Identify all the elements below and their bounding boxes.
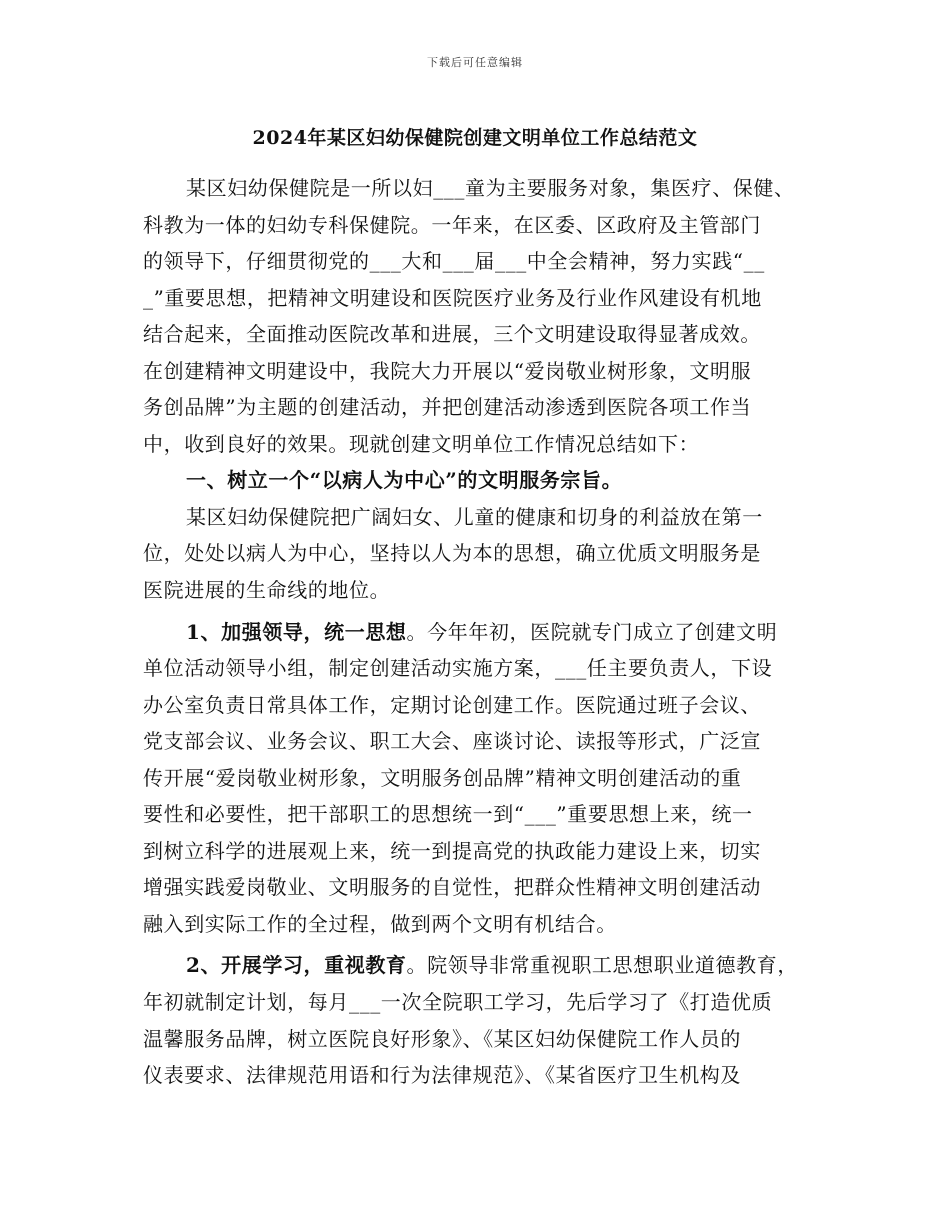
paragraph-line: 位，处处以病人为中心，坚持以人为本的思想，确立优质文明服务是 bbox=[143, 541, 761, 566]
paragraph-line: 在创建精神文明建设中，我院大力开展以“爱岗敬业树形象，文明服 bbox=[143, 358, 752, 383]
paragraph-line: 的领导下，仔细贯彻党的___大和___届___中全会精神，努力实践“__ bbox=[143, 249, 765, 274]
paragraph-line bbox=[143, 947, 823, 984]
subsection-heading: 2、开展学习，重视教育 bbox=[186, 953, 407, 978]
document-body bbox=[143, 170, 823, 1094]
paragraph-line: 某区妇幼保健院是一所以妇___童为主要服务对象，集医疗、保健、 bbox=[186, 176, 795, 200]
paragraph-line: 到树立科学的进展观上来，统一到提高党的执政能力建设上来，切实 bbox=[143, 838, 761, 863]
paragraph-line: 医院进展的生命线的地位。 bbox=[143, 578, 391, 603]
paragraph-line: 年初就制定计划，每月___一次全院职工学习，先后学习了《打造优质 bbox=[143, 990, 773, 1015]
paragraph-text: 。院领导非常重视职工思想职业道德教育， bbox=[406, 953, 798, 978]
paragraph-line: 党支部会议、业务会议、职工大会、座谈讨论、读报等形式，广泛宣 bbox=[143, 729, 761, 754]
paragraph-text: 。今年年初，医院就专门成立了创建文明 bbox=[406, 619, 778, 644]
paragraph-line bbox=[143, 614, 823, 651]
paragraph-line: _”重要思想，把精神文明建设和医院医疗业务及行业作风建设有机地 bbox=[143, 285, 762, 310]
document-title: 2024年某区妇幼保健院创建文明单位工作总结范文 bbox=[252, 127, 698, 149]
paragraph-line: 办公室负责日常具体工作，定期讨论创建工作。医院通过班子会议、 bbox=[143, 692, 761, 717]
subsection-heading: 1、加强领导，统一思想 bbox=[186, 619, 407, 644]
paragraph-line: 融入到实际工作的全过程，做到两个文明有机结合。 bbox=[143, 911, 617, 936]
paragraph-line: 结合起来，全面推动医院改革和进展，三个文明建设取得显著成效。 bbox=[143, 322, 761, 347]
paragraph-line: 中，收到良好的效果。现就创建文明单位工作情况总结如下： bbox=[143, 431, 700, 456]
paragraph-line: 务创品牌”为主题的创建活动，并把创建活动渗透到医院各项工作当 bbox=[143, 395, 752, 420]
paragraph-line: 单位活动领导小组，制定创建活动实施方案，___任主要负责人，下设 bbox=[143, 656, 773, 681]
paragraph-line: 要性和必要性，把干部职工的思想统一到“___”重要思想上来，统一 bbox=[143, 802, 753, 827]
paragraph-line: 增强实践爱岗敬业、文明服务的自觉性，把群众性精神文明创建活动 bbox=[143, 875, 761, 900]
paragraph-line: 科教为一体的妇幼专科保健院。一年来，在区委、区政府及主管部门 bbox=[143, 212, 761, 237]
paragraph-line: 传开展“爱岗敬业树形象，文明服务创品牌”精神文明创建活动的重 bbox=[143, 765, 742, 790]
section-heading: 一、树立一个“以病人为中心”的文明服务宗旨。 bbox=[186, 468, 623, 493]
paragraph-line: 某区妇幼保健院把广阔妇女、儿童的健康和切身的利益放在第一 bbox=[186, 504, 763, 529]
paragraph-line: 仪表要求、法律规范用语和行为法律规范》、《某省医疗卫生机构及 bbox=[143, 1063, 741, 1088]
header-note: 下载后可任意编辑 bbox=[427, 56, 523, 69]
paragraph-line: 温馨服务品牌，树立医院良好形象》、《某区妇幼保健院工作人员的 bbox=[143, 1026, 741, 1051]
